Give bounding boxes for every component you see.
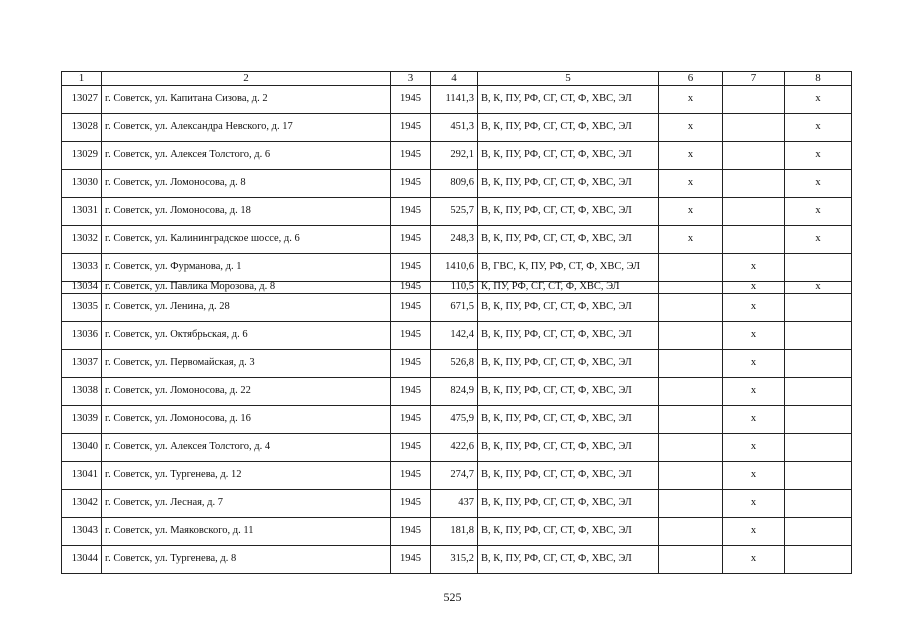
col6-mark: x	[659, 142, 723, 170]
row-number: 13028	[62, 114, 102, 142]
col8-mark	[785, 350, 852, 378]
year-cell: 1945	[391, 294, 431, 322]
col6-mark	[659, 406, 723, 434]
col7-mark: x	[723, 282, 785, 294]
utilities-cell: В, К, ПУ, РФ, СГ, СТ, Ф, ХВС, ЭЛ	[478, 546, 659, 574]
column-header-7: 7	[723, 72, 785, 86]
utilities-cell: К, ПУ, РФ, СГ, СТ, Ф, ХВС, ЭЛ	[478, 282, 659, 294]
year-cell: 1945	[391, 462, 431, 490]
utilities-cell: В, К, ПУ, РФ, СГ, СТ, Ф, ХВС, ЭЛ	[478, 350, 659, 378]
year-cell: 1945	[391, 406, 431, 434]
area-cell: 142,4	[431, 322, 478, 350]
col6-mark	[659, 490, 723, 518]
column-header-3: 3	[391, 72, 431, 86]
utilities-cell: В, К, ПУ, РФ, СГ, СТ, Ф, ХВС, ЭЛ	[478, 322, 659, 350]
area-cell: 274,7	[431, 462, 478, 490]
year-cell: 1945	[391, 86, 431, 114]
page-number: 525	[443, 590, 462, 604]
column-header-2: 2	[102, 72, 391, 86]
address-cell: г. Советск, ул. Ломоносова, д. 22	[102, 378, 391, 406]
area-cell: 451,3	[431, 114, 478, 142]
col7-mark: x	[723, 490, 785, 518]
area-cell: 422,6	[431, 434, 478, 462]
row-number: 13043	[62, 518, 102, 546]
table-row	[62, 378, 852, 406]
utilities-cell: В, К, ПУ, РФ, СГ, СТ, Ф, ХВС, ЭЛ	[478, 518, 659, 546]
utilities-cell: В, ГВС, К, ПУ, РФ, СТ, Ф, ХВС, ЭЛ	[478, 254, 659, 282]
col8-mark: x	[785, 282, 852, 294]
year-cell: 1945	[391, 350, 431, 378]
col8-mark: x	[785, 114, 852, 142]
col7-mark	[723, 142, 785, 170]
col6-mark: x	[659, 226, 723, 254]
address-cell: г. Советск, ул. Ломоносова, д. 18	[102, 198, 391, 226]
address-cell: г. Советск, ул. Первомайская, д. 3	[102, 350, 391, 378]
area-cell: 1410,6	[431, 254, 478, 282]
address-cell: г. Советск, ул. Маяковского, д. 11	[102, 518, 391, 546]
utilities-cell: В, К, ПУ, РФ, СГ, СТ, Ф, ХВС, ЭЛ	[478, 86, 659, 114]
col8-mark	[785, 322, 852, 350]
column-header-8: 8	[785, 72, 852, 86]
table-header-row	[62, 72, 852, 86]
column-header-4: 4	[431, 72, 478, 86]
col7-mark	[723, 114, 785, 142]
utilities-cell: В, К, ПУ, РФ, СГ, СТ, Ф, ХВС, ЭЛ	[478, 226, 659, 254]
col8-mark	[785, 462, 852, 490]
col8-mark	[785, 378, 852, 406]
utilities-cell: В, К, ПУ, РФ, СГ, СТ, Ф, ХВС, ЭЛ	[478, 294, 659, 322]
address-cell: г. Советск, ул. Фурманова, д. 1	[102, 254, 391, 282]
col7-mark: x	[723, 518, 785, 546]
utilities-cell: В, К, ПУ, РФ, СГ, СТ, Ф, ХВС, ЭЛ	[478, 490, 659, 518]
address-cell: г. Советск, ул. Октябрьская, д. 6	[102, 322, 391, 350]
col8-mark	[785, 490, 852, 518]
year-cell: 1945	[391, 518, 431, 546]
address-cell: г. Советск, ул. Александра Невского, д. 17	[102, 114, 391, 142]
row-number: 13044	[62, 546, 102, 574]
col8-mark	[785, 434, 852, 462]
table-row	[62, 170, 852, 198]
table-row	[62, 254, 852, 282]
col8-mark: x	[785, 170, 852, 198]
address-cell: г. Советск, ул. Ленина, д. 28	[102, 294, 391, 322]
col8-mark	[785, 518, 852, 546]
table-row	[62, 226, 852, 254]
col8-mark: x	[785, 198, 852, 226]
housing-register-table	[61, 71, 852, 574]
col6-mark	[659, 518, 723, 546]
row-number: 13034	[62, 282, 102, 294]
row-number: 13031	[62, 198, 102, 226]
row-number: 13032	[62, 226, 102, 254]
row-number: 13033	[62, 254, 102, 282]
col8-mark	[785, 546, 852, 574]
col8-mark: x	[785, 142, 852, 170]
year-cell: 1945	[391, 142, 431, 170]
col6-mark	[659, 350, 723, 378]
table-row	[62, 198, 852, 226]
col6-mark: x	[659, 114, 723, 142]
col7-mark: x	[723, 462, 785, 490]
table-row	[62, 282, 852, 294]
utilities-cell: В, К, ПУ, РФ, СГ, СТ, Ф, ХВС, ЭЛ	[478, 114, 659, 142]
utilities-cell: В, К, ПУ, РФ, СГ, СТ, Ф, ХВС, ЭЛ	[478, 378, 659, 406]
col7-mark: x	[723, 378, 785, 406]
table-row	[62, 142, 852, 170]
table-row	[62, 86, 852, 114]
col8-mark: x	[785, 86, 852, 114]
col6-mark: x	[659, 170, 723, 198]
address-cell: г. Советск, ул. Ломоносова, д. 16	[102, 406, 391, 434]
col7-mark: x	[723, 434, 785, 462]
col6-mark	[659, 378, 723, 406]
col8-mark	[785, 406, 852, 434]
year-cell: 1945	[391, 434, 431, 462]
row-number: 13042	[62, 490, 102, 518]
table-row	[62, 546, 852, 574]
address-cell: г. Советск, ул. Калининградское шоссе, д. 6	[102, 226, 391, 254]
col6-mark	[659, 462, 723, 490]
address-cell: г. Советск, ул. Капитана Сизова, д. 2	[102, 86, 391, 114]
area-cell: 809,6	[431, 170, 478, 198]
col8-mark	[785, 294, 852, 322]
year-cell: 1945	[391, 114, 431, 142]
year-cell: 1945	[391, 490, 431, 518]
area-cell: 475,9	[431, 406, 478, 434]
utilities-cell: В, К, ПУ, РФ, СГ, СТ, Ф, ХВС, ЭЛ	[478, 170, 659, 198]
row-number: 13038	[62, 378, 102, 406]
column-header-6: 6	[659, 72, 723, 86]
area-cell: 824,9	[431, 378, 478, 406]
col8-mark	[785, 254, 852, 282]
col7-mark	[723, 226, 785, 254]
table-row	[62, 518, 852, 546]
year-cell: 1945	[391, 546, 431, 574]
row-number: 13040	[62, 434, 102, 462]
year-cell: 1945	[391, 170, 431, 198]
column-header-5: 5	[478, 72, 659, 86]
row-number: 13036	[62, 322, 102, 350]
area-cell: 292,1	[431, 142, 478, 170]
utilities-cell: В, К, ПУ, РФ, СГ, СТ, Ф, ХВС, ЭЛ	[478, 142, 659, 170]
table-row	[62, 294, 852, 322]
address-cell: г. Советск, ул. Тургенева, д. 8	[102, 546, 391, 574]
area-cell: 1141,3	[431, 86, 478, 114]
address-cell: г. Советск, ул. Алексея Толстого, д. 6	[102, 142, 391, 170]
row-number: 13041	[62, 462, 102, 490]
area-cell: 525,7	[431, 198, 478, 226]
area-cell: 526,8	[431, 350, 478, 378]
table-body	[62, 86, 852, 574]
col7-mark: x	[723, 254, 785, 282]
row-number: 13037	[62, 350, 102, 378]
year-cell: 1945	[391, 254, 431, 282]
row-number: 13035	[62, 294, 102, 322]
col6-mark	[659, 434, 723, 462]
col7-mark: x	[723, 406, 785, 434]
utilities-cell: В, К, ПУ, РФ, СГ, СТ, Ф, ХВС, ЭЛ	[478, 406, 659, 434]
year-cell: 1945	[391, 282, 431, 294]
area-cell: 671,5	[431, 294, 478, 322]
col7-mark	[723, 198, 785, 226]
year-cell: 1945	[391, 226, 431, 254]
table-row	[62, 406, 852, 434]
col6-mark	[659, 294, 723, 322]
row-number: 13029	[62, 142, 102, 170]
utilities-cell: В, К, ПУ, РФ, СГ, СТ, Ф, ХВС, ЭЛ	[478, 462, 659, 490]
col7-mark	[723, 86, 785, 114]
col6-mark: x	[659, 86, 723, 114]
row-number: 13030	[62, 170, 102, 198]
column-header-1: 1	[62, 72, 102, 86]
table-row	[62, 322, 852, 350]
utilities-cell: В, К, ПУ, РФ, СГ, СТ, Ф, ХВС, ЭЛ	[478, 198, 659, 226]
table-row	[62, 490, 852, 518]
area-cell: 181,8	[431, 518, 478, 546]
table-row	[62, 114, 852, 142]
area-cell: 110,5	[431, 282, 478, 294]
area-cell: 437	[431, 490, 478, 518]
table-row	[62, 434, 852, 462]
area-cell: 248,3	[431, 226, 478, 254]
address-cell: г. Советск, ул. Тургенева, д. 12	[102, 462, 391, 490]
col6-mark	[659, 546, 723, 574]
col7-mark	[723, 170, 785, 198]
address-cell: г. Советск, ул. Алексея Толстого, д. 4	[102, 434, 391, 462]
col7-mark: x	[723, 322, 785, 350]
year-cell: 1945	[391, 378, 431, 406]
address-cell: г. Советск, ул. Павлика Морозова, д. 8	[102, 282, 391, 294]
row-number: 13039	[62, 406, 102, 434]
col6-mark: x	[659, 198, 723, 226]
utilities-cell: В, К, ПУ, РФ, СГ, СТ, Ф, ХВС, ЭЛ	[478, 434, 659, 462]
col7-mark: x	[723, 294, 785, 322]
col6-mark	[659, 254, 723, 282]
col6-mark	[659, 282, 723, 294]
row-number: 13027	[62, 86, 102, 114]
col6-mark	[659, 322, 723, 350]
table-row	[62, 462, 852, 490]
col7-mark: x	[723, 350, 785, 378]
year-cell: 1945	[391, 322, 431, 350]
table-row	[62, 350, 852, 378]
address-cell: г. Советск, ул. Лесная, д. 7	[102, 490, 391, 518]
area-cell: 315,2	[431, 546, 478, 574]
col8-mark: x	[785, 226, 852, 254]
address-cell: г. Советск, ул. Ломоносова, д. 8	[102, 170, 391, 198]
col7-mark: x	[723, 546, 785, 574]
year-cell: 1945	[391, 198, 431, 226]
